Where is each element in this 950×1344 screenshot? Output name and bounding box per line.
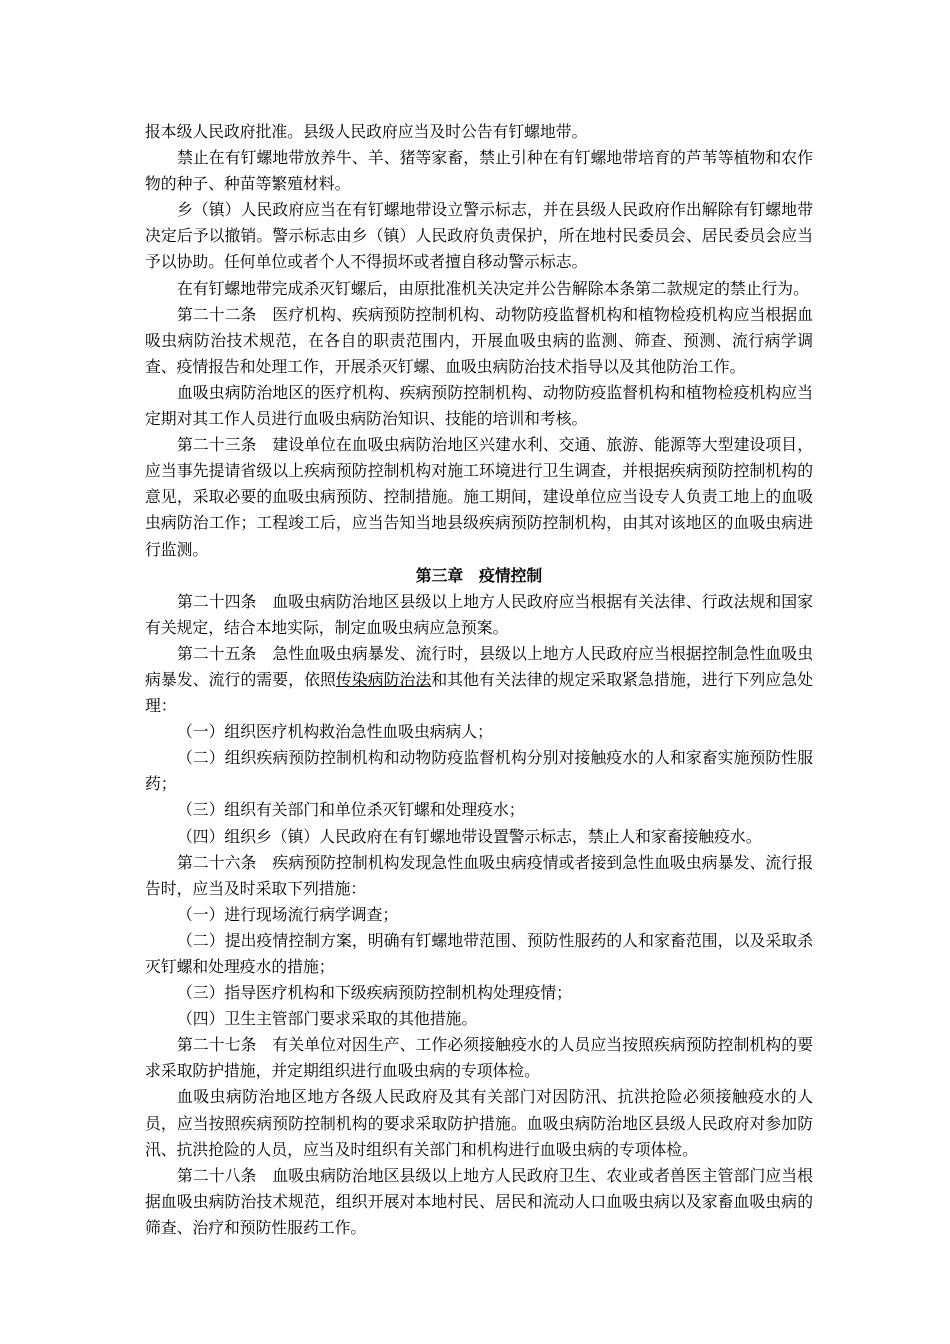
chapter-heading: 第三章 疫情控制 [415,565,543,585]
list-item: （二）提出疫情控制方案，明确有钉螺地带范围、预防性服药的人和家畜范围，以及采取杀灭钉螺和处理疫水的措施； [145,930,813,976]
paragraph: 血吸虫病防治地区地方各级人民政府及其有关部门对因防汛、抗洪抢险必须接触疫水的人员，应当按照疾病预防控制机构的要求采取防护措施。血吸虫病防治地区县级人民政府对参加防汛、抗洪抢险的人员，应当及时组织有关部门和机构进行血吸虫病的专项体检。 [145,1087,813,1159]
list-item: （一）组织医疗机构救治急性血吸虫病病人； [177,722,493,742]
list-item: （二）组织疾病预防控制机构和动物防疫监督机构分别对接触疫水的人和家畜实施预防性服药； [145,748,813,794]
paragraph: 第二十七条 有关单位对因生产、工作必须接触疫水的人员应当按照疾病预防控制机构的要求采取防护措施，并定期组织进行血吸虫病的专项体检。 [145,1035,813,1081]
text-block-2 [145,719,813,1241]
infectious-disease-law-link[interactable]: 传染病防治法 [335,669,432,689]
list-item: （三）组织有关部门和单位杀灭钉螺和处理疫水； [177,800,525,820]
paragraph: 第二十四条 血吸虫病防治地区县级以上地方人民政府应当根据有关法律、行政法规和国家有关规定，结合本地实际，制定血吸虫病应急预案。 [145,591,813,637]
list-item: （一）进行现场流行病学调查； [177,904,399,924]
list-item: （三）指导医疗机构和下级疾病预防控制机构处理疫情； [177,983,572,1003]
article-25-paragraph [145,641,813,719]
paragraph: 在有钉螺地带完成杀灭钉螺后，由原批准机关决定并公告解除本条第二款规定的禁止行为。 [177,278,809,298]
article-25-text-after: 和其他有关法律的规定采取紧急措施，进行下列应急处理： [145,669,813,716]
paragraph: 乡（镇）人民政府应当在有钉螺地带设立警示标志，并在县级人民政府作出解除有钉螺地带决定后予以撤销。警示标志由乡（镇）人民政府负责保护，所在地村民委员会、居民委员会应当予以协助。任何单位或者个人不得损坏或者擅自移动警示标志。 [145,200,813,272]
paragraph: 第二十二条 医疗机构、疾病预防控制机构、动物防疫监督机构和植物检疫机构应当根据血吸虫病防治技术规范，在各自的职责范围内，开展血吸虫病的监测、筛查、预测、流行病学调查、疫情报告和处理工作，开展杀灭钉螺、血吸虫病防治技术指导以及其他防治工作。 [145,304,813,376]
list-item: （四）组织乡（镇）人民政府在有钉螺地带设置警示标志，禁止人和家畜接触疫水。 [177,826,762,846]
paragraph: 第二十六条 疾病预防控制机构发现急性血吸虫病疫情或者接到急性血吸虫病暴发、流行报告时，应当及时采取下列措施： [145,852,813,898]
article-25-text-before: 第二十五条 急性血吸虫病暴发、流行时，县级以上地方人民政府应当根据控制急性血吸虫病暴发、流行的需要，依照 [145,643,813,689]
paragraph: 第二十八条 血吸虫病防治地区县级以上地方人民政府卫生、农业或者兽医主管部门应当根据血吸虫病防治技术规范，组织开展对本地村民、居民和流动人口血吸虫病以及家畜血吸虫病的筛查、治疗和预防性服药工作。 [145,1165,813,1237]
paragraph: 血吸虫病防治地区的医疗机构、疾病预防控制机构、动物防疫监督机构和植物检疫机构应当定期对其工作人员进行血吸虫病防治知识、技能的培训和考核。 [145,382,813,429]
paragraph: 禁止在有钉螺地带放养牛、羊、猪等家畜，禁止引种在有钉螺地带培育的芦苇等植物和农作物的种子、种苗等繁殖材料。 [145,148,813,194]
text-block-1 [145,119,813,641]
list-item: （四）卫生主管部门要求采取的其他措施。 [177,1009,478,1029]
paragraph: 第二十三条 建设单位在血吸虫病防治地区兴建水利、交通、旅游、能源等大型建设项目，应当事先提请省级以上疾病预防控制机构对施工环境进行卫生调查，并根据疾病预防控制机构的意见，采取必要的血吸虫病预防、控制措施。施工期间，建设单位应当设专人负责工地上的血吸虫病防治工作；工程竣工后，应当告知当地县级疾病预防控制机构，由其对该地区的血吸虫病进行监测。 [145,435,813,559]
paragraph: 报本级人民政府批准。县级人民政府应当及时公告有钉螺地带。 [145,122,588,141]
document-body [145,119,813,1241]
